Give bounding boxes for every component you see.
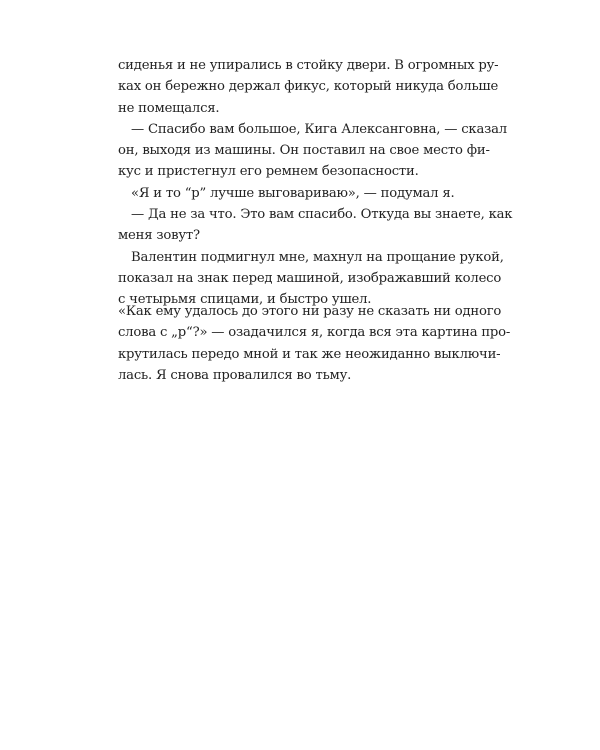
text-line: лась. Я снова провалился во тьму. <box>118 367 352 383</box>
text-line: «Я и то “р” лучше выговариваю», — подумал я. <box>131 185 455 201</box>
text-line: меня зовут? <box>118 228 200 244</box>
text-section-top <box>118 55 513 311</box>
text-line: Валентин подмигнул мне, махнул на прощание рукой, <box>131 249 504 265</box>
text-line: слова с „р“?» — озадачился я, когда вся эта картина про- <box>118 325 511 341</box>
text-line: кус и пристегнул его ремнем безопасности. <box>118 164 419 180</box>
text-section-bottom <box>118 301 511 386</box>
text-line: ках он бережно держал фикус, который никуда больше <box>118 79 499 95</box>
text-line: сиденья и не упирались в стойку двери. В огромных ру- <box>118 58 499 73</box>
text-line: не помещался. <box>118 100 220 116</box>
text-line: он, выходя из машины. Он поставил на свое место фи- <box>118 143 490 159</box>
text-line: показал на знак перед машиной, изображавший колесо <box>118 270 502 286</box>
text-line: — Да не за что. Это вам спасибо. Откуда вы знаете, как <box>131 207 513 223</box>
text-line: — Спасибо вам большое, Кига Алексанговна, — сказал <box>131 121 507 137</box>
text-line: с четырьмя спицами, и быстро ушел. <box>118 292 372 308</box>
text-line: «Как ему удалось до этого ни разу не сказать ни одного <box>118 304 502 319</box>
text-line: крутилась передо мной и так же неожиданно выключи- <box>118 346 501 362</box>
